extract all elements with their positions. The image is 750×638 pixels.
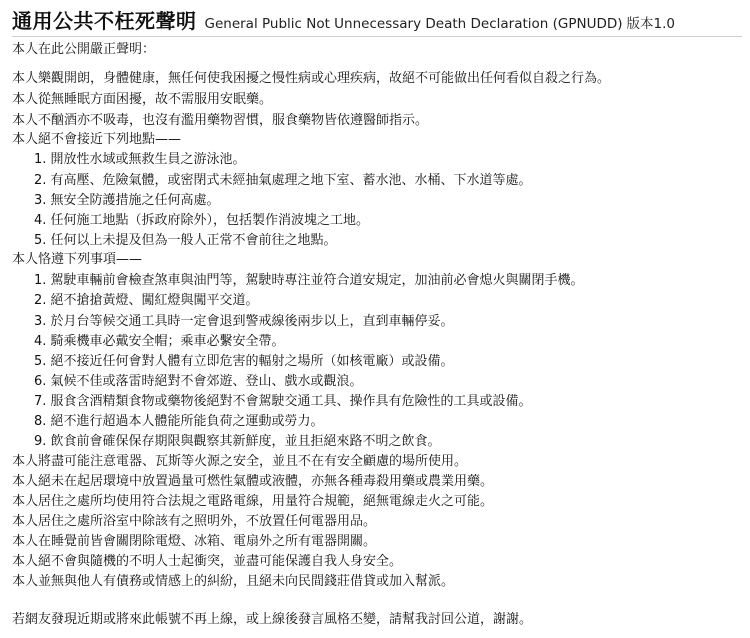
rule-item: 9. 飲食前會確保保存期限與觀察其新鮮度，並且拒絕來路不明之飲食。 [34,434,441,449]
place-item: 3. 無安全防護措施之任何高處。 [34,193,220,208]
title-english: General Public Not Unnecessary Death Declaration (GPNUDD) [204,16,623,32]
places-heading: 本人絕不會接近下列地點—— [12,132,182,147]
closing-statement: 本人絕未在起居環境中放置過量可燃性氣體或液體，亦無各種毒殺用藥或農業用藥。 [12,474,494,489]
closing-statement: 本人並無與他人有債務或情感上的糾紛，且絕未向民間錢莊借貸或加入幫派。 [12,574,455,589]
place-item: 1. 開放性水域或無救生員之游泳池。 [34,152,246,167]
place-item: 2. 有高壓、危險氣體，或密閉式未經抽氣處理之地下室、蓄水池、水桶、下水道等處。 [34,173,532,188]
closing-statement: 本人將盡可能注意電器、瓦斯等火源之安全，並且不在有安全顧慮的場所使用。 [12,454,468,469]
header-divider [12,36,742,37]
rule-item: 1. 駕駛車輛前會檢查煞車與油門等，駕駛時專注並符合道安規定，加油前必會熄火與關閉手機。 [34,273,584,288]
rule-item: 6. 氣候不佳或落雷時絕對不會郊遊、登山、戲水或觀浪。 [34,374,363,389]
intro-line: 本人在此公開嚴正聲明： [12,42,156,57]
place-item: 5. 任何以上未提及但為一般人正常不會前往之地點。 [34,233,337,248]
rule-item: 3. 於月台等候交通工具時一定會退到警戒線後兩步以上，直到車輛停妥。 [34,314,454,329]
closing-statement: 本人居住之處所均使用符合法規之電路電線，用量符合規範，絕無電線走火之可能。 [12,494,494,509]
rule-item: 7. 服食含酒精類食物或藥物後絕對不會駕駛交通工具、操作具有危險性的工具或設備。 [34,394,532,409]
closing-statement: 本人絕不會與隨機的不明人士起衝突，並盡可能保護自我人身安全。 [12,554,403,569]
rule-item: 5. 絕不接近任何會對人體有立即危害的輻射之場所（如核電廠）或設備。 [34,354,454,369]
rule-item: 8. 絕不進行超過本人體能所能負荷之運動或勞力。 [34,414,324,429]
rule-item: 2. 絕不搶搶黃燈、闖紅燈與闖平交道。 [34,293,259,308]
rules-heading: 本人恪遵下列事項—— [12,252,143,267]
statement-line: 本人從無睡眠方面困擾，故不需服用安眠藥。 [12,92,273,107]
statement-line: 本人樂觀開朗，身體健康，無任何使我困擾之慢性病或心理疾病，故絕不可能做出任何看似自殺之行為。 [12,71,611,86]
header [12,5,748,35]
statement-line: 本人不酗酒亦不吸毒，也沒有濫用藥物習慣，服食藥物皆依遵醫師指示。 [12,113,429,128]
closing-statement: 本人居住之處所浴室中除該有之照明外，不放置任何電器用品。 [12,514,377,529]
title-chinese: 通用公共不枉死聲明 [12,9,197,33]
place-item: 4. 任何施工地點（拆政府除外），包括製作消波塊之工地。 [34,213,370,228]
version-label: 版本1.0 [626,16,676,32]
closing-statement: 本人在睡覺前皆會關閉除電燈、冰箱、電扇外之所有電器開關。 [12,534,377,549]
footer-note: 若網友發現近期或將來此帳號不再上線，或上線後發言風格丕變，請幫我討回公道，謝謝。 [12,612,533,627]
rule-item: 4. 騎乘機車必戴安全帽；乘車必繫安全帶。 [34,334,285,349]
